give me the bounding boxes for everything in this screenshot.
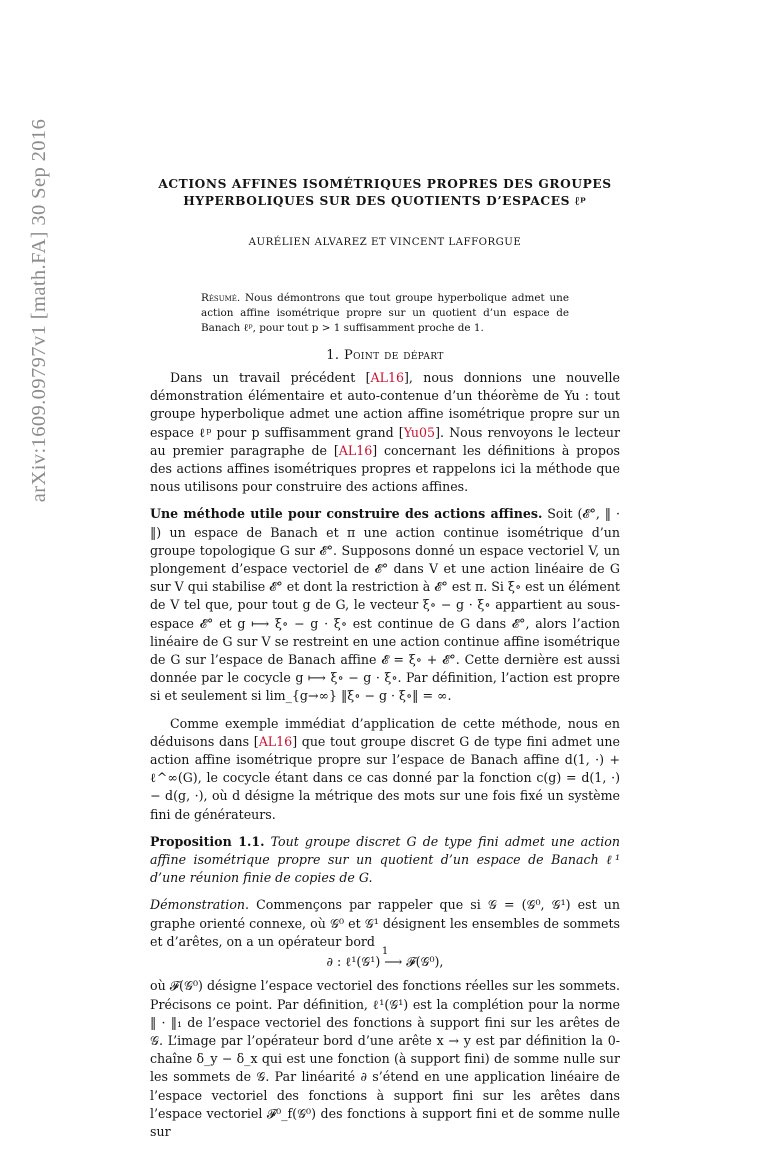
- arxiv-identifier-stamp: [12, 40, 68, 580]
- section-title: Point de départ: [344, 348, 444, 363]
- run-in-heading: Une méthode utile pour construire des actions affines.: [150, 506, 543, 522]
- citation-link[interactable]: AL16: [258, 733, 293, 749]
- proposition-label: Proposition 1.1.: [150, 833, 265, 849]
- citation-link[interactable]: Yu05: [403, 424, 436, 440]
- paper-title-line-2: HYPERBOLIQUES SUR DES QUOTIENTS D’ESPACES ℓᵖ: [183, 194, 587, 208]
- section-number: 1.: [326, 348, 340, 363]
- proposition-statement: Tout groupe discret G de type fini admet une action affine isométrique propre sur un quotient d’un espace de Banach ℓ¹ d’une réunion finie de copies de G.: [150, 833, 621, 886]
- section-heading: [150, 348, 620, 363]
- paragraph-2: Une méthode utile pour construire des actions affines. Soit (𝓔°, ‖ · ‖) un espace de Banach et π une action continue isométrique d’un groupe topologique G sur 𝓔°. Supposons donné un espace vectoriel V, un plongement d’espace vectoriel de 𝓔° dans V et une action linéaire de G sur V qui stabilise 𝓔° et dont la restriction à 𝓔° est π. Si ξ∘ est un élément de V tel que, pour tout g de G, le vecteur ξ∘ − g · ξ∘ appartient au sous-espace 𝓔° et g ⟼ ξ∘ − g · ξ∘ est continue de G dans 𝓔°, alors l’action linéaire de G sur V se restreint en une action continue affine isométrique de G sur l’espace de Banach affine 𝓔 = ξ∘ + 𝓔°. Cette dernière est aussi donnée par le cocycle g ⟼ ξ∘ − g · ξ∘. Par définition, l’action est propre si et seulement si lim_{g→∞} ‖ξ∘ − g · ξ∘‖ = ∞.: [150, 506, 620, 704]
- arxiv-identifier-text: arXiv:1609.09797v1 [math.FA] 30 Sep 2016: [28, 118, 51, 502]
- body-text: [150, 369, 620, 1150]
- proof-continuation: où 𝓕(𝒢⁰) désigne l’espace vectoriel des fonctions réelles sur les sommets. Précisons ce point. Par définition, ℓ¹(𝒢¹) est la complétion pour la norme ‖ · ‖₁ de l’espace vectoriel des fonctions à support fini sur les arêtes de 𝒢. L’image par l’opérateur bord d’une arête x → y est par définition la 0-chaîne δ_y − δ_x qui est une fonction (à support fini) de somme nulle sur les sommets de 𝒢. Par linéarité ∂ s’étend en une application linéaire de l’espace vectoriel des fonctions à support fini sur les arêtes dans l’espace vectoriel 𝓕⁰_f(𝒢⁰) des fonctions à support fini et de somme nulle sur: [150, 978, 620, 1139]
- citation-link[interactable]: AL16: [370, 370, 404, 385]
- paper-authors: AURÉLIEN ALVAREZ ET VINCENT LAFFORGUE: [248, 237, 522, 248]
- paper-title: [150, 176, 620, 210]
- citation-link[interactable]: AL16: [338, 442, 373, 458]
- proof-label: Démonstration.: [150, 897, 250, 913]
- paragraph-1: Dans un travail précédent [AL16], nous donnions une nouvelle démonstration élémentaire et auto-contenue d’un théorème de Yu : tout groupe hyperbolique admet une action affine isométrique propre sur un espace ℓᵖ pour p suffisamment grand [Yu05]. Nous renvoyons le lecteur au premier paragraphe de [AL16] concernant les définitions à propos des actions affines isométriques propres et rappelons ici la méthode que nous utilisons pour construire des actions affines.: [150, 370, 620, 495]
- paper-title-line-1: ACTIONS AFFINES ISOMÉTRIQUES PROPRES DES GROUPES: [158, 177, 612, 191]
- abstract: [201, 291, 569, 336]
- paragraph-3: Comme exemple immédiat d’application de cette méthode, nous en déduisons dans [AL16] que tout groupe discret G de type fini admet une action affine isométrique propre sur l’espace de Banach affine d(1, ·) + ℓ^∞(G), le cocycle étant dans ce cas donné par la fonction c(g) = d(1, ·) − d(g, ·), où d désigne la métrique des mots sur une fois fixé un système fini de générateurs.: [150, 715, 620, 822]
- proof-paragraph: Démonstration. Commençons par rappeler que si 𝒢 = (𝒢⁰, 𝒢¹) est un graphe orienté connexe, où 𝒢⁰ et 𝒢¹ désignent les ensembles de sommets et d’arêtes, on a un opérateur bord: [150, 897, 620, 949]
- page-number: 1: [381, 946, 389, 957]
- proposition-1-1: [150, 833, 620, 888]
- abstract-label: Résumé.: [201, 292, 241, 304]
- display-equation: ∂ : ℓ¹(𝒢¹) ⟶ 𝓕(𝒢⁰),: [326, 954, 444, 970]
- abstract-text: Nous démontrons que tout groupe hyperbolique admet une action affine isométrique propre sur un quotient d’un espace de Banach ℓᵖ, pour tout p > 1 suffisamment proche de 1.: [201, 292, 569, 334]
